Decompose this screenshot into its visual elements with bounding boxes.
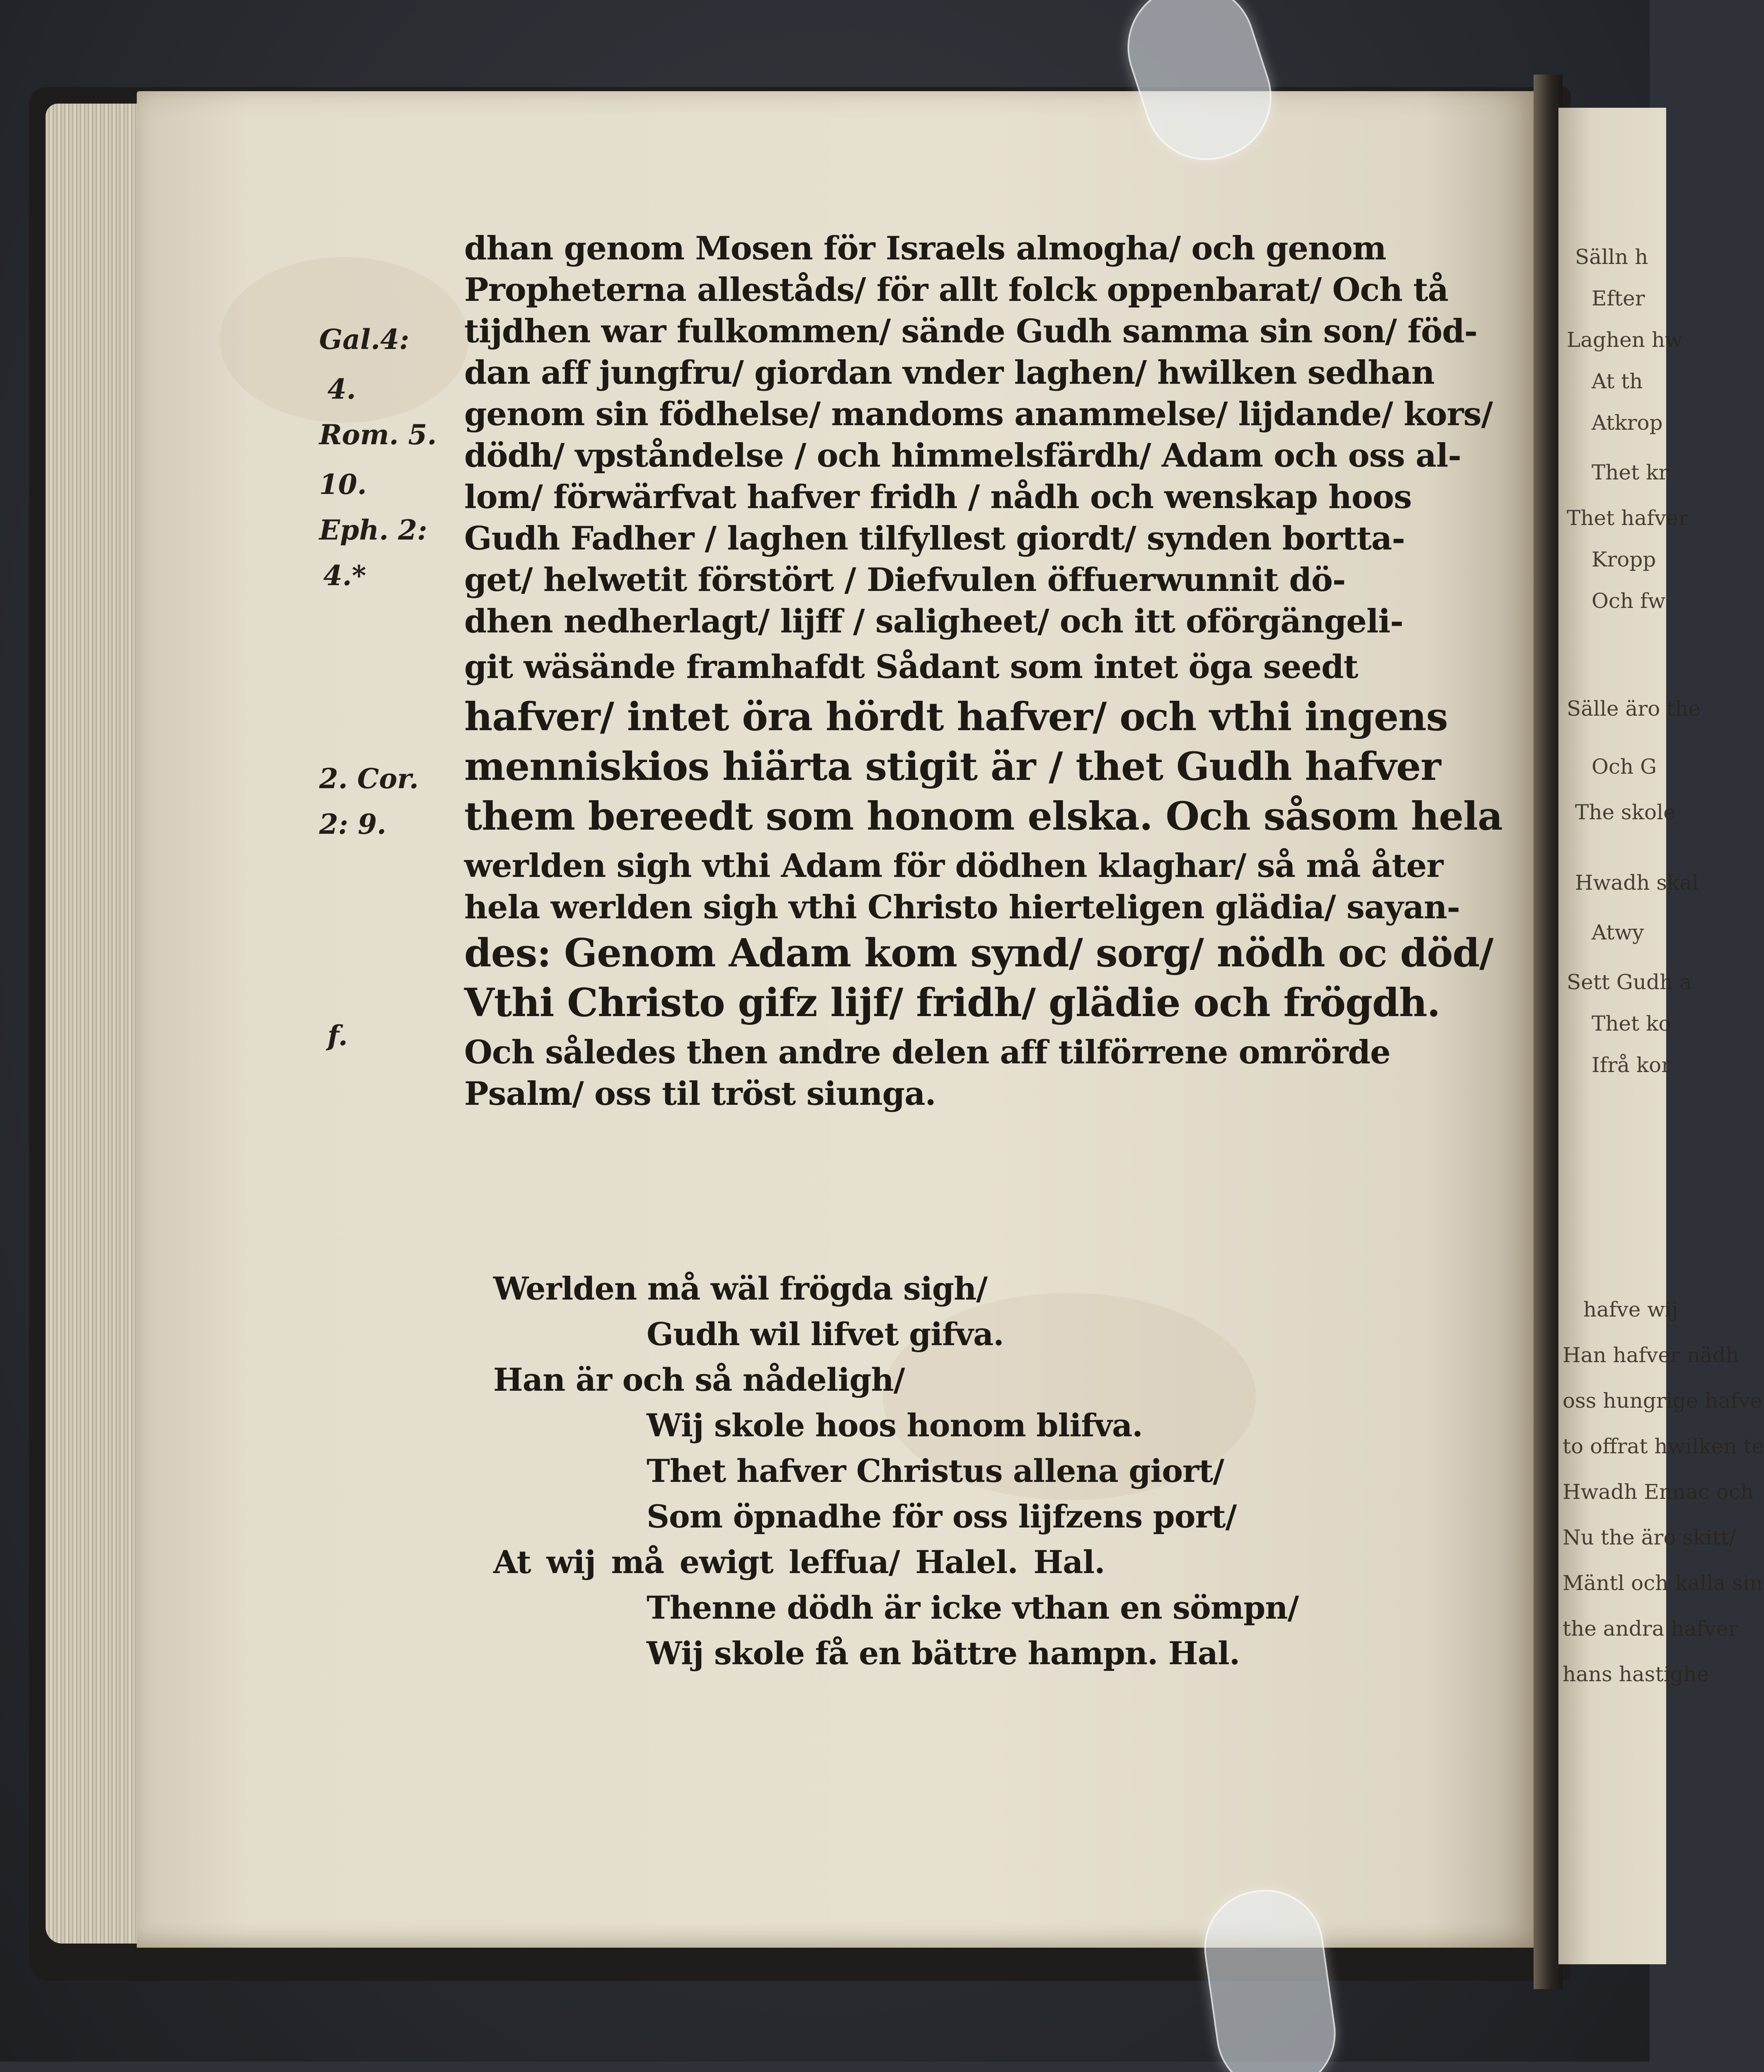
right-page-text-line: the andra hafver bbox=[1563, 1617, 1738, 1641]
right-page-text-line: Och G bbox=[1592, 755, 1657, 779]
body-text-line: Psalm/ oss til tröst siunga. bbox=[464, 1075, 936, 1113]
right-page-text-line: Sett Gudh a bbox=[1567, 970, 1692, 994]
right-page-text-line: Thet hafver bbox=[1567, 506, 1689, 530]
body-text-line: des: Genom Adam kom synd/ sorg/ nödh oc död/ bbox=[464, 930, 1493, 976]
right-page-text-line: Sälln h bbox=[1575, 245, 1648, 269]
body-text-line: dhan genom Mosen för Israels almogha/ och genom bbox=[464, 230, 1386, 267]
body-text-line: Vthi Christo gifz lijf/ fridh/ glädie och frögdh. bbox=[464, 980, 1440, 1026]
right-page-text-line: hans hastighe bbox=[1563, 1662, 1709, 1686]
verse-line: Som öpnadhe för oss lijfzens port/ bbox=[647, 1498, 1237, 1535]
right-page-text-line: At th bbox=[1592, 369, 1643, 393]
right-page-text-line: The skole bbox=[1575, 800, 1676, 824]
body-text-line: genom sin födhelse/ mandoms anammelse/ lijdande/ kors/ bbox=[464, 395, 1493, 433]
margin-note: Eph. 2: bbox=[319, 514, 427, 546]
verse-line: Wij skole få en bättre hampn. Hal. bbox=[647, 1635, 1240, 1672]
verse-line: Thenne dödh är icke vthan en sömpn/ bbox=[647, 1589, 1299, 1626]
body-text-line: them bereedt som honom elska. Och såsom hela bbox=[464, 794, 1502, 839]
margin-note: 10. bbox=[319, 468, 367, 501]
right-page-text-line: Mäntl och kalla sin bbox=[1563, 1571, 1763, 1595]
right-page-text-line: oss hungrige hafve bbox=[1563, 1389, 1762, 1413]
right-page-text-line: Hwadh skal bbox=[1575, 871, 1699, 895]
body-text-line: hela werlden sigh vthi Christo hierteligen glädia/ sayan- bbox=[464, 888, 1460, 926]
verse-line: Wij skole hoos honom blifva. bbox=[647, 1407, 1143, 1444]
margin-note: Rom. 5. bbox=[319, 419, 437, 451]
body-text-line: Och således then andre delen aff tilförrene omrörde bbox=[464, 1034, 1391, 1071]
right-page-text-line: hafve wij bbox=[1583, 1297, 1678, 1322]
body-text-line: lom/ förwärfvat hafver fridh / nådh och wenskap hoos bbox=[464, 478, 1412, 516]
right-page-text-line: Atwy bbox=[1592, 920, 1644, 944]
body-text-line: git wäsände framhafdt Sådant som intet öga seedt bbox=[464, 648, 1358, 686]
verse-line: Thet hafver Christus allena giort/ bbox=[647, 1452, 1224, 1489]
margin-note: f. bbox=[327, 1019, 348, 1052]
body-text-line: dan aff jungfru/ giordan vnder laghen/ hwilken sedhan bbox=[464, 354, 1434, 392]
body-text-line: get/ helwetit förstört / Diefvulen öffuerwunnit dö- bbox=[464, 561, 1346, 599]
right-page-text-line: Och fw bbox=[1592, 589, 1666, 613]
right-page-edge bbox=[1558, 108, 1764, 1964]
right-page-text-line: Nu the äro skitt/ bbox=[1563, 1525, 1736, 1549]
margin-note: 4. bbox=[327, 373, 356, 405]
body-text-line: dhen nedherlagt/ lijff / saligheet/ och itt oförgängeli- bbox=[464, 603, 1403, 640]
verse-line: Werlden må wäl frögda sigh/ bbox=[493, 1270, 987, 1307]
body-text-line: werlden sigh vthi Adam för dödhen klaghar/ så må åter bbox=[464, 847, 1443, 885]
right-page-text-line: Sälle äro the bbox=[1567, 697, 1701, 721]
verse-line: Gudh wil lifvet gifva. bbox=[647, 1316, 1004, 1353]
margin-note: 2. Cor. bbox=[319, 762, 419, 795]
right-page-text-line: Thet ko bbox=[1592, 1012, 1671, 1036]
body-text-line: Gudh Fadher / laghen tilfyllest giordt/ synden bortta- bbox=[464, 520, 1405, 557]
margin-note: Gal.4: bbox=[319, 323, 410, 356]
right-page-text-line: Kropp bbox=[1592, 547, 1656, 571]
right-page-text-line: Hwadh Ennac och bbox=[1563, 1480, 1754, 1504]
right-page-text-line: Atkrop bbox=[1592, 411, 1663, 435]
body-text-line: hafver/ intet öra hördt hafver/ och vthi ingens bbox=[464, 694, 1448, 740]
left-page bbox=[137, 91, 1538, 1948]
verse-line: Han är och så nådeligh/ bbox=[493, 1361, 905, 1398]
body-text-line: dödh/ vpståndelse / och himmelsfärdh/ Adam och oss al- bbox=[464, 437, 1461, 474]
verse-line: At wij må ewigt leffua/ Halel. Hal. bbox=[493, 1544, 1105, 1581]
right-page-text-line: to offrat hwilken te bbox=[1563, 1434, 1764, 1458]
body-text-line: tijdhen war fulkommen/ sände Gudh samma sin son/ föd- bbox=[464, 312, 1478, 350]
right-page-text-line: Ifrå kor bbox=[1592, 1053, 1672, 1077]
margin-note: 4.* bbox=[323, 559, 366, 592]
body-text-line: menniskios hiärta stigit är / thet Gudh hafver bbox=[464, 744, 1441, 789]
body-text-line: Propheterna alleståds/ för allt folck oppenbarat/ Och tå bbox=[464, 271, 1449, 309]
margin-note: 2: 9. bbox=[319, 808, 387, 840]
right-page-text-line: Han hafver nädh bbox=[1563, 1343, 1739, 1367]
right-page-text-line: Thet kr bbox=[1592, 460, 1669, 484]
right-page-text-line: Efter bbox=[1592, 286, 1645, 310]
right-page-text-line: Laghen hw bbox=[1567, 328, 1683, 352]
